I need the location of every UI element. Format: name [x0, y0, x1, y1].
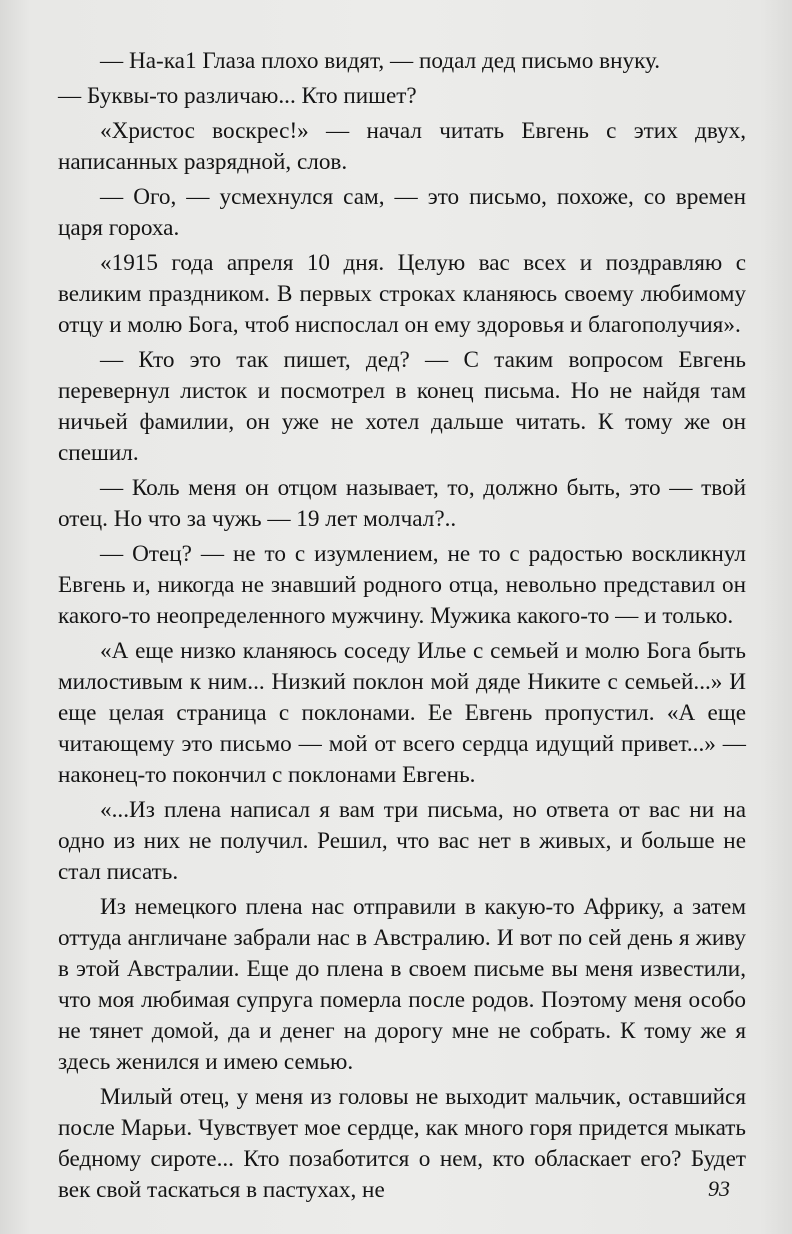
- paragraph-12: Милый отец, у меня из головы не выходит мальчик, оставшийся после Марьи. Чувствует мое сердце, как много горя придется мыкать бедному сироте... Кто позаботится о нем, кто обласкает его? Будет век свой таскаться в пастухах, не: [58, 1084, 746, 1203]
- paragraph-5: «1915 года апреля 10 дня. Целую вас всех и поздравляю с великим праздником. В первых строках кланяюсь своему любимому отцу и молю Бога, чтоб ниспослал он ему здоровья и благополучия».: [58, 250, 746, 338]
- paragraph-7: — Коль меня он отцом называет, то, должно быть, это — твой отец. Но что за чужь — 19 лет молчал?..: [58, 475, 746, 532]
- paragraph-8: — Отец? — не то с изумлением, не то с радостью воскликнул Евгень и, никогда не знавший родного отца, невольно представил он какого-то неопределенного мужчину. Мужика какого-то — и только.: [58, 541, 746, 629]
- page-text: [58, 46, 746, 1210]
- paragraph-9: «А еще низко кланяюсь соседу Илье с семьей и молю Бога быть милостивым к ним... Низкий поклон мой дяде Никите с семьей...» И еще целая страница с поклонами. Ее Евгень пропустил. «А еще читающему это письмо — мой от всего сердца идущий привет...» — наконец-то покончил с поклонами Евгень.: [58, 638, 746, 788]
- paragraph-2: — Буквы-то различаю... Кто пишет?: [58, 83, 417, 109]
- page-number: 93: [708, 1176, 730, 1201]
- paragraph-4: — Ого, — усмехнулся сам, — это письмо, похоже, со времен царя гороха.: [58, 184, 746, 241]
- paragraph-3: «Христос воскрес!» — начал читать Евгень с этих двух, написанных разрядной, слов.: [58, 118, 746, 175]
- paragraph-10: «...Из плена написал я вам три письма, но ответа от вас ни на одно из них не получил. Решил, что вас нет в живых, и больше не стал писать.: [58, 797, 746, 885]
- paragraph-11: Из немецкого плена нас отправили в какую-то Африку, а затем оттуда англичане забрали нас в Австралию. И вот по сей день я живу в этой Австралии. Еще до плена в своем письме вы меня известили, что моя любимая супруга померла после родов. Поэтому меня особо не тянет домой, да и денег на дорогу мне не собрать. К тому же я здесь женился и имею семью.: [58, 894, 746, 1075]
- paragraph-6: — Кто это так пишет, дед? — С таким вопросом Евгень перевернул листок и посмотрел в конец письма. Но не найдя там ничьей фамилии, он уже не хотел дальше читать. К тому же он спешил.: [58, 347, 746, 466]
- paragraph-1: — На-ка1 Глаза плохо видят, — подал дед письмо внуку.: [100, 48, 661, 74]
